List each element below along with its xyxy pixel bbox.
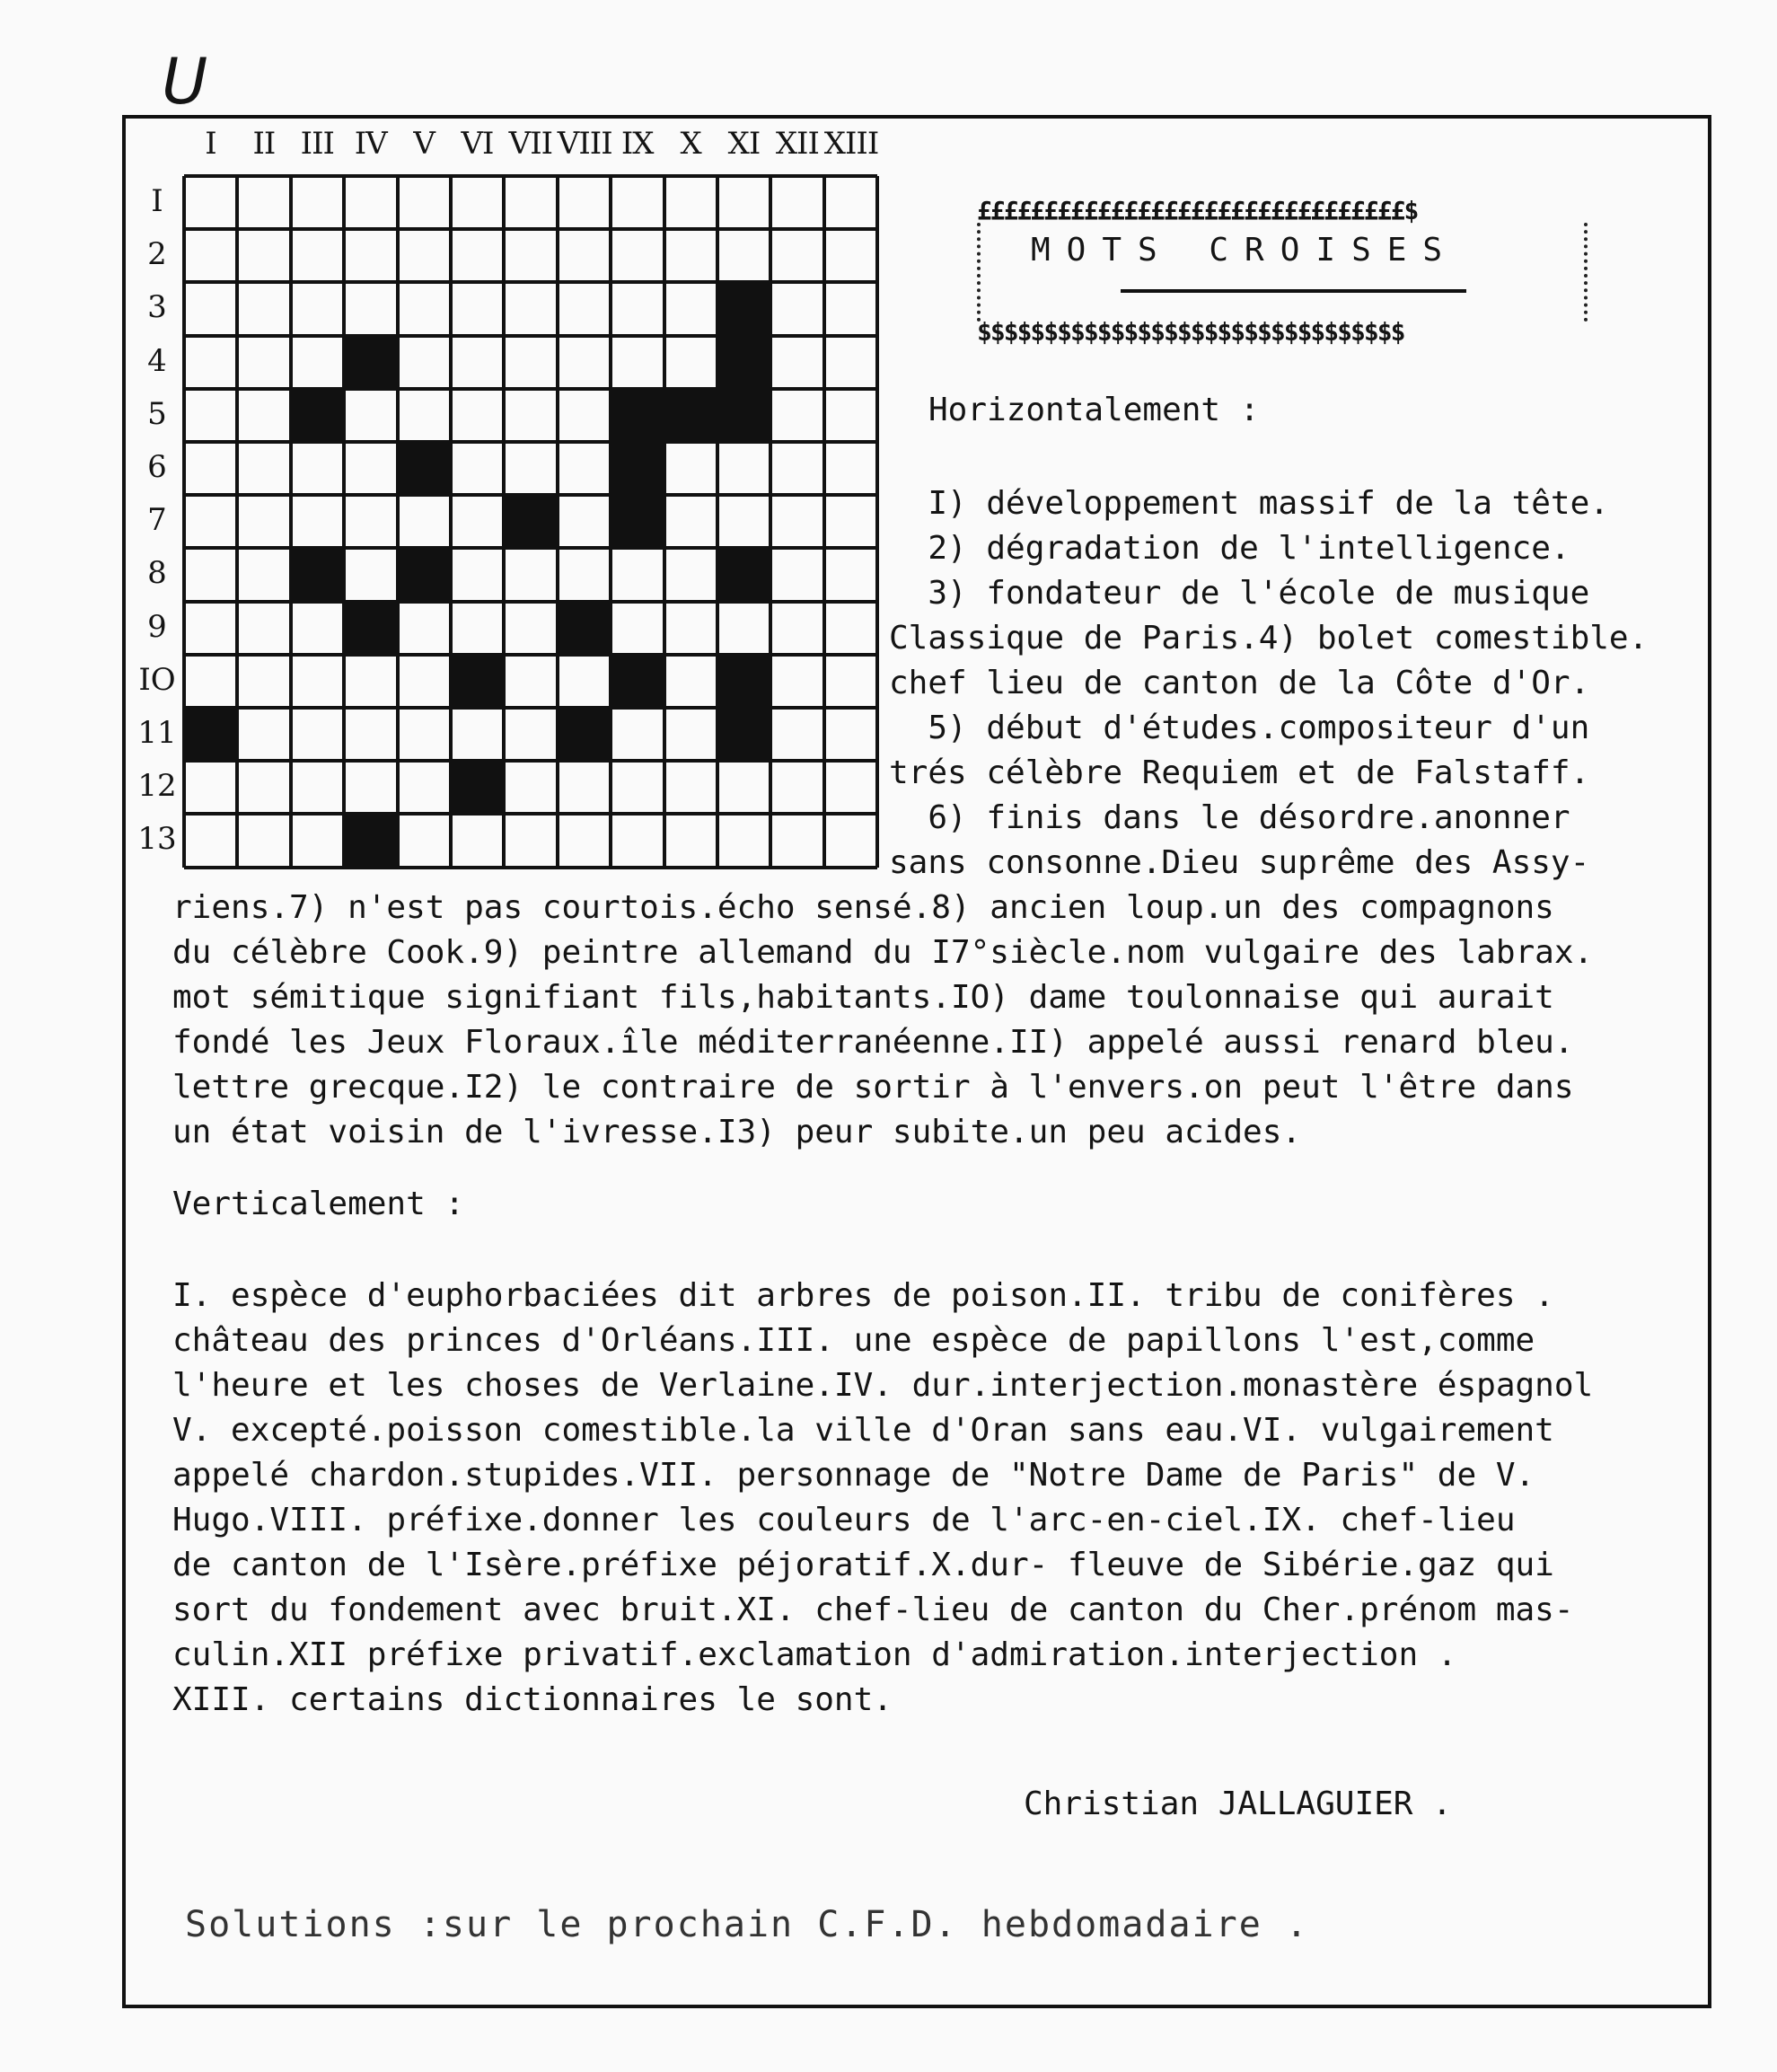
row-number: 12 <box>137 768 177 805</box>
clue-line: 5) début d'études.compositeur d'un <box>889 710 1590 746</box>
black-cell <box>451 655 504 708</box>
clue-line: culin.XII préfixe privatif.exclamation d'admiration.interjection . <box>172 1636 1457 1673</box>
black-cell <box>611 655 664 708</box>
column-number: I <box>205 126 216 162</box>
black-cell <box>451 761 504 814</box>
column-number: VI <box>461 126 494 162</box>
clue-line: château des princes d'Orléans.III. une espèce de papillons l'est,comme <box>172 1322 1535 1359</box>
column-number: IV <box>354 126 387 162</box>
grid-line-horizontal <box>184 706 877 710</box>
grid-line-horizontal <box>184 759 877 763</box>
column-number: XI <box>727 126 761 162</box>
clue-line: mot sémitique signifiant fils,habitants.IO) dame toulonnaise qui aurait <box>172 979 1554 1016</box>
black-cell <box>717 282 770 335</box>
black-cell <box>344 336 397 389</box>
black-cell <box>398 442 451 495</box>
column-number: X <box>680 126 701 162</box>
black-cell <box>344 602 397 655</box>
grid-line-horizontal <box>184 812 877 816</box>
solutions-note: Solutions :sur le prochain C.F.D. hebdomadaire . <box>185 1904 1309 1945</box>
grid-line-vertical <box>716 176 719 868</box>
clue-line: riens.7) n'est pas courtois.écho sensé.8) ancien loup.un des compagnons <box>172 889 1554 926</box>
column-number: III <box>300 126 334 162</box>
black-cell <box>504 495 557 548</box>
clue-line: Classique de Paris.4) bolet comestible. <box>889 620 1649 657</box>
clue-line: sort du fondement avec bruit.XI. chef-lieu de canton du Cher.prénom mas- <box>172 1591 1574 1628</box>
black-cell <box>717 389 770 442</box>
grid-line-horizontal <box>184 440 877 444</box>
black-cell <box>558 708 611 761</box>
clue-line: du célèbre Cook.9) peintre allemand du I7°siècle.nom vulgaire des labrax. <box>172 934 1594 971</box>
row-number: 3 <box>147 289 167 326</box>
row-number: 5 <box>147 395 167 432</box>
clue-line: fondé les Jeux Floraux.île méditerranéenne.II) appelé aussi renard bleu. <box>172 1024 1574 1061</box>
title-border-left <box>977 223 998 322</box>
black-cell <box>717 548 770 601</box>
row-number: IO <box>138 661 176 698</box>
black-cell <box>717 336 770 389</box>
clue-line: appelé chardon.stupides.VII. personnage de "Notre Dame de Paris" de V. <box>172 1457 1535 1494</box>
clue-line: 2) dégradation de l'intelligence. <box>889 530 1570 567</box>
black-cell <box>611 389 664 442</box>
column-number: XIII <box>823 126 879 162</box>
title-border-right <box>1584 223 1605 322</box>
grid-line-horizontal <box>184 334 877 338</box>
clue-line: l'heure et les choses de Verlaine.IV. dur.interjection.monastère éspagnol <box>172 1367 1594 1404</box>
grid-line-vertical <box>342 176 346 868</box>
clue-line: sans consonne.Dieu suprême des Assy- <box>889 844 1590 881</box>
row-number: 11 <box>137 715 177 751</box>
clue-line: Hugo.VIII. préfixe.donner les couleurs de l'arc-en-ciel.IX. chef-lieu <box>172 1502 1516 1539</box>
clue-line: de canton de l'Isère.préfixe péjoratif.X.dur- fleuve de Sibérie.gaz qui <box>172 1547 1554 1583</box>
grid-line-horizontal <box>184 600 877 604</box>
row-number: I <box>151 183 163 219</box>
grid-line-vertical <box>396 176 400 868</box>
title-underline <box>1121 289 1466 293</box>
clue-line: 6) finis dans le désordre.anonner <box>889 799 1570 836</box>
title-border-top: ££££££££££££££££££££££££££££££££$ <box>977 196 1418 225</box>
black-cell <box>558 602 611 655</box>
row-number: 4 <box>147 342 167 379</box>
grid-line-horizontal <box>184 387 877 391</box>
clue-line: lettre grecque.I2) le contraire de sortir à l'envers.on peut l'être dans <box>172 1069 1574 1106</box>
grid-line-vertical <box>769 176 772 868</box>
clue-line: I) développement massif de la tête. <box>889 485 1609 522</box>
black-cell <box>611 495 664 548</box>
grid-line-horizontal <box>184 653 877 657</box>
black-cell <box>184 708 237 761</box>
corner-mark: U <box>162 45 208 119</box>
black-cell <box>611 442 664 495</box>
grid-line-horizontal <box>184 866 877 869</box>
grid-line-vertical <box>823 176 826 868</box>
black-cell <box>291 389 344 442</box>
clue-line: 3) fondateur de l'école de musique <box>889 575 1590 612</box>
row-number: 13 <box>137 821 177 858</box>
crossword-grid <box>184 176 877 868</box>
clue-line: V. excepté.poisson comestible.la ville d'Oran sans eau.VI. vulgairement <box>172 1412 1554 1449</box>
row-number: 8 <box>147 555 167 592</box>
row-number: 2 <box>147 236 167 273</box>
grid-line-horizontal <box>184 280 877 284</box>
black-cell <box>398 548 451 601</box>
column-number: XII <box>775 126 819 162</box>
author-signature: Christian JALLAGUIER . <box>1024 1785 1452 1822</box>
page-title: MOTS CROISES <box>1031 232 1459 269</box>
black-cell <box>344 814 397 867</box>
black-cell <box>664 389 717 442</box>
clue-line: I. espèce d'euphorbaciées dit arbres de poison.II. tribu de conifères . <box>172 1277 1554 1314</box>
title-border-bottom: $$$$$$$$$$$$$$$$$$$$$$$$$$$$$$$$ <box>977 317 1404 347</box>
column-number: IX <box>620 126 654 162</box>
row-number: 6 <box>147 449 167 485</box>
clue-line: un état voisin de l'ivresse.I3) peur subite.un peu acides. <box>172 1114 1302 1151</box>
row-number: 9 <box>147 608 167 645</box>
black-cell <box>291 548 344 601</box>
column-number: II <box>252 126 276 162</box>
grid-line-vertical <box>875 176 879 868</box>
title-box <box>977 196 1605 348</box>
clue-line: XIII. certains dictionnaires le sont. <box>172 1681 893 1718</box>
vertical-heading: Verticalement : <box>172 1186 465 1222</box>
row-number: 7 <box>147 502 167 539</box>
column-number: VII <box>508 126 553 162</box>
horizontal-heading: Horizontalement : <box>928 392 1260 428</box>
column-number: V <box>413 126 435 162</box>
clue-line: trés célèbre Requiem et de Falstaff. <box>889 754 1590 791</box>
column-number: VIII <box>557 126 612 162</box>
black-cell <box>717 708 770 761</box>
black-cell <box>717 655 770 708</box>
clue-line: chef lieu de canton de la Côte d'Or. <box>889 665 1590 701</box>
